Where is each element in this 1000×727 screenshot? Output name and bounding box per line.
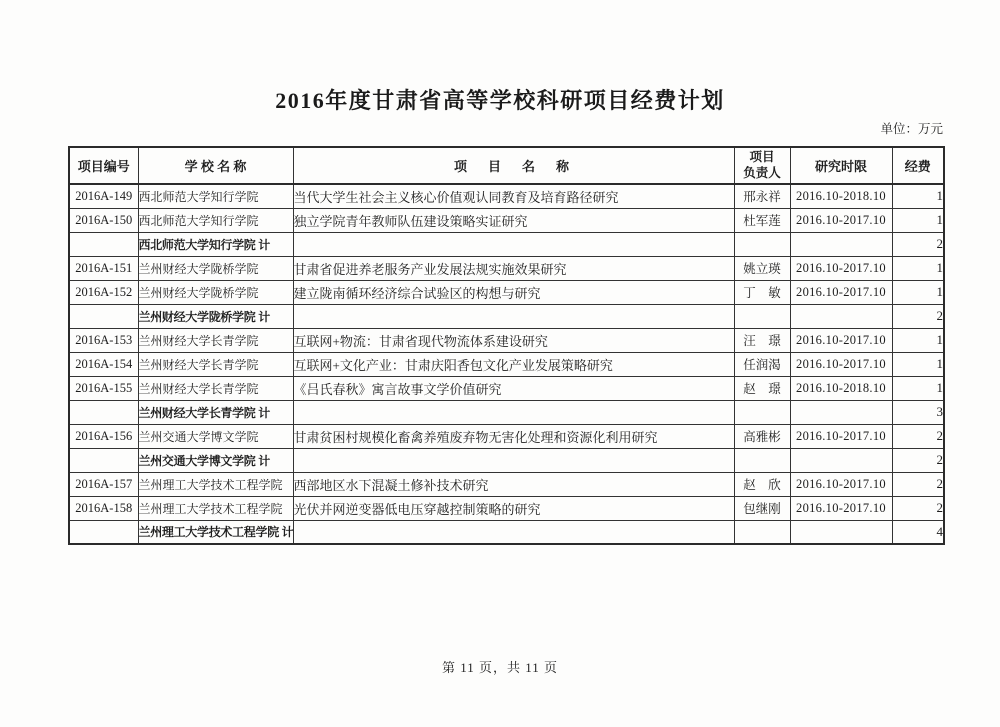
column-header-project-leader [734,147,790,184]
cell-project-leader [734,232,790,256]
column-header-research-period: 研究时限 [790,147,892,184]
cell-project-leader: 赵 欣 [734,472,790,496]
column-header-school-name: 学 校 名 称 [138,147,293,184]
cell-fund-amount: 2 [892,496,944,520]
table-row [69,496,944,520]
cell-project-code: 2016A-154 [69,352,138,376]
cell-research-period: 2016.10-2017.10 [790,424,892,448]
cell-project-code: 2016A-151 [69,256,138,280]
cell-project-name: 光伏并网逆变器低电压穿越控制策略的研究 [293,496,734,520]
page-title: 2016年度甘肃省高等学校科研项目经费计划 [275,88,725,113]
cell-project-leader: 邢永祥 [734,184,790,208]
cell-school-name: 西北师范大学知行学院 [138,208,293,232]
cell-project-leader: 任润渴 [734,352,790,376]
cell-school-name: 兰州理工大学技术工程学院 [138,472,293,496]
cell-project-leader: 赵 璟 [734,376,790,400]
cell-project-leader: 杜军莲 [734,208,790,232]
subtotal-row [69,520,944,544]
cell-fund-amount: 1 [892,208,944,232]
cell-fund-amount: 2 [892,448,944,472]
cell-school-name: 兰州交通大学博文学院 [138,424,293,448]
table-row [69,280,944,304]
subtotal-row [69,304,944,328]
cell-project-name [293,400,734,424]
cell-project-leader: 汪 璟 [734,328,790,352]
cell-project-code: 2016A-156 [69,424,138,448]
cell-project-name: 建立陇南循环经济综合试验区的构想与研究 [293,280,734,304]
column-header-fund: 经费 [892,147,944,184]
cell-research-period: 2016.10-2017.10 [790,496,892,520]
cell-fund-amount: 1 [892,376,944,400]
cell-project-leader: 高雅彬 [734,424,790,448]
cell-project-name: 独立学院青年教师队伍建设策略实证研究 [293,208,734,232]
cell-project-leader [734,448,790,472]
cell-project-code [69,400,138,424]
cell-research-period: 2016.10-2017.10 [790,472,892,496]
cell-project-leader [734,304,790,328]
cell-project-leader: 包继刚 [734,496,790,520]
cell-school-name: 兰州财经大学长青学院 计 [138,400,293,424]
cell-project-code: 2016A-149 [69,184,138,208]
cell-project-name [293,232,734,256]
cell-school-name: 兰州财经大学长青学院 [138,328,293,352]
leader-header-line2: 负责人 [743,165,781,180]
cell-project-leader [734,520,790,544]
cell-fund-amount: 1 [892,184,944,208]
cell-research-period: 2016.10-2018.10 [790,184,892,208]
cell-research-period [790,448,892,472]
header-row [69,147,944,184]
cell-research-period [790,304,892,328]
cell-project-name [293,304,734,328]
cell-project-code: 2016A-150 [69,208,138,232]
cell-project-code: 2016A-153 [69,328,138,352]
cell-fund-amount: 2 [892,232,944,256]
subtotal-row [69,232,944,256]
cell-school-name: 兰州理工大学技术工程学院 计 [138,520,293,544]
cell-school-name: 兰州交通大学博文学院 计 [138,448,293,472]
subtotal-row [69,448,944,472]
cell-project-code: 2016A-155 [69,376,138,400]
cell-research-period [790,232,892,256]
cell-fund-amount: 2 [892,424,944,448]
unit-label: 单位：万元 [880,122,943,136]
cell-fund-amount: 1 [892,256,944,280]
cell-project-name: 互联网+文化产业：甘肃庆阳香包文化产业发展策略研究 [293,352,734,376]
cell-school-name: 兰州财经大学长青学院 [138,352,293,376]
cell-research-period [790,400,892,424]
cell-research-period: 2016.10-2017.10 [790,280,892,304]
cell-project-code: 2016A-152 [69,280,138,304]
cell-project-code: 2016A-158 [69,496,138,520]
cell-fund-amount: 1 [892,328,944,352]
cell-project-code [69,520,138,544]
cell-research-period: 2016.10-2017.10 [790,208,892,232]
cell-fund-amount: 1 [892,280,944,304]
cell-project-code [69,304,138,328]
cell-fund-amount: 2 [892,472,944,496]
cell-project-code: 2016A-157 [69,472,138,496]
cell-fund-amount: 2 [892,304,944,328]
cell-project-name [293,448,734,472]
cell-project-name: 互联网+物流：甘肃省现代物流体系建设研究 [293,328,734,352]
cell-project-code [69,448,138,472]
column-header-project-code: 项目编号 [69,147,138,184]
cell-project-name [293,520,734,544]
table-body [69,184,944,544]
funding-table [68,146,945,545]
cell-school-name: 兰州财经大学长青学院 [138,376,293,400]
leader-header-line1: 项目 [749,149,775,164]
table-row [69,208,944,232]
cell-project-leader: 姚立瑛 [734,256,790,280]
table-row [69,376,944,400]
cell-school-name: 兰州财经大学陇桥学院 计 [138,304,293,328]
cell-school-name: 兰州理工大学技术工程学院 [138,496,293,520]
table-row [69,352,944,376]
cell-fund-amount: 3 [892,400,944,424]
column-header-project-name: 项 目 名 称 [293,147,734,184]
cell-school-name: 兰州财经大学陇桥学院 [138,280,293,304]
cell-fund-amount: 1 [892,352,944,376]
table-row [69,328,944,352]
funding-table-container [68,146,945,545]
cell-project-name: 《吕氏春秋》寓言故事文学价值研究 [293,376,734,400]
cell-project-leader [734,400,790,424]
cell-school-name: 西北师范大学知行学院 [138,184,293,208]
cell-project-name: 当代大学生社会主义核心价值观认同教育及培育路径研究 [293,184,734,208]
subtotal-row [69,400,944,424]
cell-project-code [69,232,138,256]
page-number-footer: 第 11 页，共 11 页 [441,660,559,675]
cell-school-name: 西北师范大学知行学院 计 [138,232,293,256]
table-row [69,472,944,496]
table-row [69,256,944,280]
cell-fund-amount: 4 [892,520,944,544]
cell-research-period: 2016.10-2017.10 [790,352,892,376]
cell-project-name: 甘肃省促进养老服务产业发展法规实施效果研究 [293,256,734,280]
cell-project-leader: 丁 敏 [734,280,790,304]
cell-project-name: 甘肃贫困村规模化畜禽养殖废弃物无害化处理和资源化利用研究 [293,424,734,448]
cell-research-period: 2016.10-2017.10 [790,328,892,352]
table-row [69,424,944,448]
cell-research-period: 2016.10-2017.10 [790,256,892,280]
cell-project-name: 西部地区水下混凝土修补技术研究 [293,472,734,496]
table-row [69,184,944,208]
cell-school-name: 兰州财经大学陇桥学院 [138,256,293,280]
cell-research-period [790,520,892,544]
cell-research-period: 2016.10-2018.10 [790,376,892,400]
